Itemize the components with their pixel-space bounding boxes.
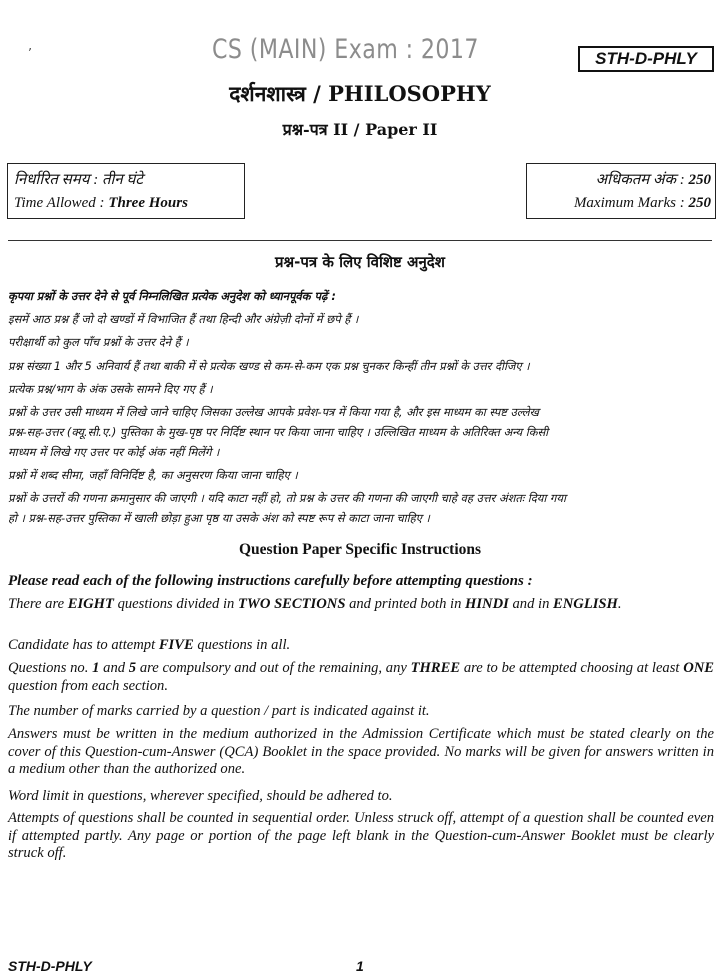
maximum-marks-hindi: अधिकतम अंक : 250 (595, 172, 711, 188)
paper-title: प्रश्न-पत्र II / Paper II (282, 120, 438, 139)
hindi-instruction-line: प्रत्येक प्रश्न/भाग के अंक उसके सामने दिए गए हैं । (8, 382, 213, 396)
time-allowed-english: Time Allowed : Three Hours (14, 195, 188, 211)
hindi-instruction-line: इसमें आठ प्रश्न हैं जो दो खण्डों में विभाजित हैं तथा हिन्दी और अंग्रेज़ी दोनों में छपे हैं । (8, 312, 359, 326)
english-instruction-lead: Please read each of the following instructions carefully before attempting questions : (8, 573, 533, 589)
hindi-instruction-line: परीक्षार्थी को कुल पाँच प्रश्नों के उत्तर देने हैं । (8, 335, 189, 349)
time-allowed-box (7, 163, 245, 219)
page-number: 1 (356, 958, 364, 974)
hindi-instruction-line: प्रश्नों के उत्तर उसी माध्यम में लिखे जाने चाहिए जिसका उल्लेख आपके प्रवेश-पत्र में किया गया है, और इस माध्यम का स्पष्ट उल्लेख (8, 405, 539, 419)
paper-code-box: STH-D-PHLY (578, 46, 714, 72)
hindi-instruction-line: हो । प्रश्न-सह-उत्तर पुस्तिका में खाली छोड़ा हुआ पृष्ठ या उसके अंश को स्पष्ट रूप से काटा जाना चाहिए । (8, 511, 430, 525)
hindi-instruction-line: माध्यम में लिखे गए उत्तर पर कोई अंक नहीं मिलेंगे । (8, 445, 220, 459)
margin-tick-mark: ’ (28, 46, 32, 60)
hindi-instruction-line: कृपया प्रश्नों के उत्तर देने से पूर्व निम्नलिखित प्रत्येक अनुदेश को ध्यानपूर्वक पढ़ें : (8, 289, 336, 303)
english-instruction-paragraph: Word limit in questions, wherever specified, should be adhered to. (8, 788, 393, 804)
time-allowed-hindi: निर्धारित समय : तीन घंटे (14, 172, 143, 188)
english-instruction-paragraph: Candidate has to attempt FIVE questions in all. (8, 637, 291, 653)
hindi-instruction-line: प्रश्नों के उत्तरों की गणना क्रमानुसार की जाएगी । यदि काटा नहीं हो, तो प्रश्न के उत्तर की गणना की जाएगी चाहे वह उत्तर अंशतः दिया गया (8, 491, 566, 505)
subject-title: दर्शनशास्त्र / PHILOSOPHY (229, 81, 491, 106)
english-instruction-paragraph: Answers must be written in the medium authorized in the Admission Certificate which must be stated clearly on the cover of this Question-cum-Answer (QCA) Booklet in the space provided. No marks will be given for answers written in a medium other than the authorized one. (8, 726, 714, 777)
english-instructions-heading: Question Paper Specific Instructions (238, 541, 482, 558)
english-instruction-paragraph: The number of marks carried by a question / part is indicated against it. (8, 703, 430, 719)
footer-paper-code: STH-D-PHLY (8, 958, 92, 974)
hindi-instructions-heading: प्रश्न-पत्र के लिए विशिष्ट अनुदेश (275, 253, 445, 271)
english-instruction-paragraph: Questions no. 1 and 5 are compulsory and out of the remaining, any THREE are to be attempted choosing at least ONE question from each section. (8, 660, 715, 694)
hindi-instruction-line: प्रश्न संख्या 1 और 5 अनिवार्य हैं तथा बाकी में से प्रत्येक खण्ड से कम-से-कम एक प्रश्न चुनकर किन्हीं तीन प्रश्नों के उत्तर दीजिए । (8, 359, 530, 373)
maximum-marks-english: Maximum Marks : 250 (573, 195, 711, 211)
hindi-instruction-line: प्रश्नों में शब्द सीमा, जहाँ विनिर्दिष्ट है, का अनुसरण किया जाना चाहिए । (8, 468, 298, 482)
english-instruction-paragraph: There are EIGHT questions divided in TWO SECTIONS and printed both in HINDI and in ENGLISH. (8, 596, 622, 612)
maximum-marks-box (526, 163, 716, 219)
divider-line (8, 240, 712, 241)
hindi-instruction-line: प्रश्न-सह-उत्तर (क्यू.सी.ए.) पुस्तिका के मुख-पृष्ठ पर निर्दिष्ट स्थान पर किया जाना चाहिए । उल्लिखित माध्यम के अतिरिक्त अन्य किसी (8, 425, 549, 439)
english-instruction-paragraph: Attempts of questions shall be counted in sequential order. Unless struck off, attempt of a question shall be counted even if attempted partly. Any page or portion of the page left blank in the Question-cum-Answer Booklet must be clearly struck off. (8, 810, 714, 861)
exam-stamp: CS (MAIN) Exam : 2017 (212, 34, 479, 65)
